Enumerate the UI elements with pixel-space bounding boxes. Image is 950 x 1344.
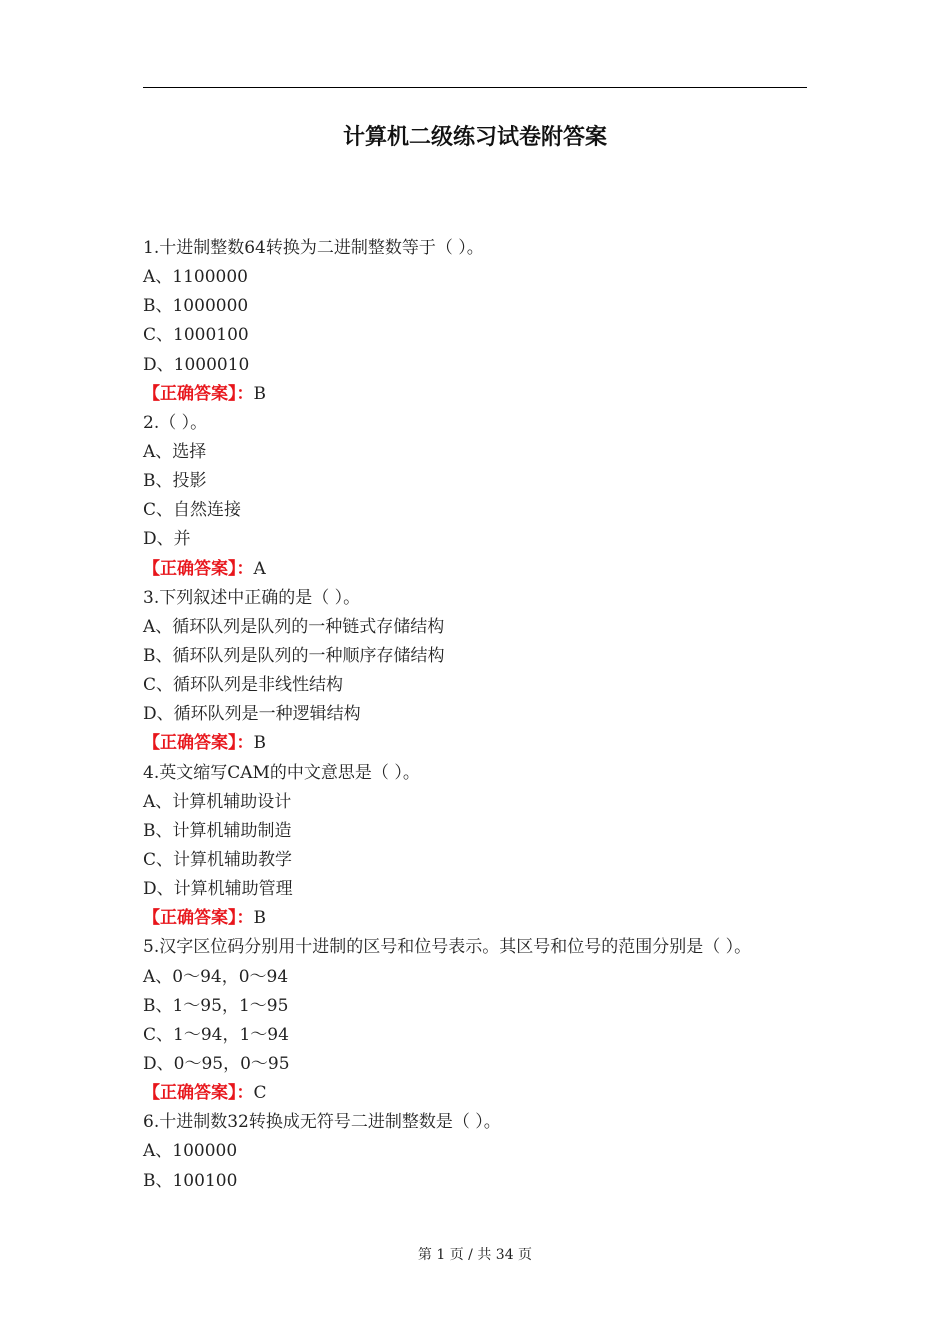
question-stem: 3.下列叙述中正确的是（ ）。 bbox=[143, 587, 361, 608]
option: B、计算机辅助制造 bbox=[143, 820, 292, 841]
answer-label: 【正确答案】： bbox=[143, 383, 254, 404]
answer-line bbox=[143, 1079, 783, 1108]
option: A、100000 bbox=[143, 1141, 238, 1162]
question-stem: 6.十进制数32转换成无符号二进制整数是（ ）。 bbox=[143, 1112, 501, 1133]
option: C、自然连接 bbox=[143, 500, 242, 521]
answer-value: A bbox=[253, 558, 266, 579]
option: D、1000010 bbox=[143, 354, 250, 375]
option: A、0～94，0～94 bbox=[143, 966, 289, 987]
answer-value: B bbox=[253, 908, 266, 929]
option: A、循环队列是队列的一种链式存储结构 bbox=[143, 616, 445, 637]
option: D、0～95，0～95 bbox=[143, 1053, 290, 1074]
answer-label: 【正确答案】： bbox=[143, 1083, 254, 1104]
option: B、投影 bbox=[143, 471, 207, 492]
answer-label: 【正确答案】： bbox=[143, 908, 254, 929]
answer-label: 【正确答案】： bbox=[143, 558, 254, 579]
answer-line bbox=[143, 555, 783, 584]
option: C、1000100 bbox=[143, 325, 249, 346]
answer-label: 【正确答案】： bbox=[143, 733, 254, 754]
answer-line bbox=[143, 904, 783, 933]
option: D、循环队列是一种逻辑结构 bbox=[143, 704, 361, 725]
option: C、循环队列是非线性结构 bbox=[143, 675, 344, 696]
answer-value: B bbox=[253, 733, 266, 754]
option: B、1000000 bbox=[143, 296, 249, 317]
option: B、循环队列是队列的一种顺序存储结构 bbox=[143, 645, 445, 666]
answer-value: B bbox=[253, 383, 266, 404]
page-footer: 第 1 页 / 共 34 页 bbox=[417, 1247, 533, 1263]
question-stem: 2.（ ）。 bbox=[143, 412, 208, 433]
question-stem: 1.十进制整数64转换为二进制整数等于（ ）。 bbox=[143, 238, 484, 258]
option: B、1～95，1～95 bbox=[143, 995, 289, 1016]
option: A、1100000 bbox=[143, 267, 248, 288]
option: A、计算机辅助设计 bbox=[143, 791, 292, 812]
question-list bbox=[143, 234, 783, 1196]
option: C、计算机辅助教学 bbox=[143, 849, 293, 870]
answer-line bbox=[143, 380, 783, 409]
header-rule bbox=[143, 87, 807, 88]
option: C、1～94，1～94 bbox=[143, 1024, 289, 1045]
answer-line bbox=[143, 729, 783, 758]
option: D、并 bbox=[143, 529, 191, 550]
question-stem: 5.汉字区位码分别用十进制的区号和位号表示。其区号和位号的范围分别是（ ）。 bbox=[143, 937, 752, 958]
option: A、选择 bbox=[143, 441, 207, 462]
document-title: 计算机二级练习试卷附答案 bbox=[342, 125, 607, 150]
answer-value: C bbox=[253, 1083, 267, 1104]
option: B、100100 bbox=[143, 1170, 238, 1191]
question-stem: 4.英文缩写CAM的中文意思是（ ）。 bbox=[143, 762, 420, 783]
option: D、计算机辅助管理 bbox=[143, 879, 293, 900]
